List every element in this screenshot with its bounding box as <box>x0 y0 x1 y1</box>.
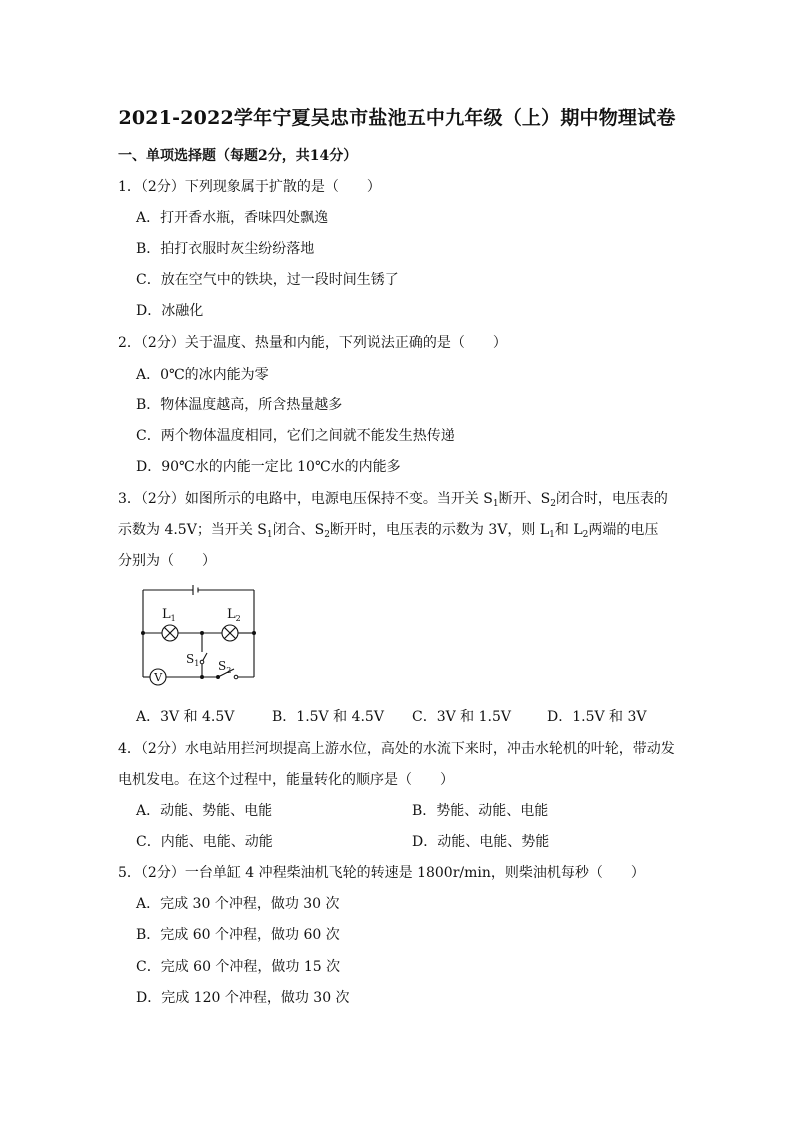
q2-stem: 2．（2分）关于温度、热量和内能，下列说法正确的是（ ） <box>118 335 507 351</box>
voltmeter-label: V <box>154 671 163 684</box>
q5-stem: 5．（2分）一台单缸 4 冲程柴油机飞轮的转速是 1800r/min，则柴油机每秒（ ） <box>118 865 645 881</box>
section-heading: 一、单项选择题（每题2分，共14分） <box>118 148 358 164</box>
q4-option-d: D．动能、电能、势能 <box>412 834 550 850</box>
q1-option-c: C．放在空气中的铁块，过一段时间生锈了 <box>136 272 399 288</box>
circuit-diagram <box>138 582 266 688</box>
q4-stem-line1: 4．（2分）水电站用拦河坝提高上游水位，高处的水流下来时，冲击水轮机的叶轮，带动发 <box>118 741 675 757</box>
q1-option-a: A．打开香水瓶，香味四处飘逸 <box>136 210 329 226</box>
q3-stem-line2: 示数为 4.5V；当开关 $S_1$闭合、$S_2$断开时，电压表的示数为 3V，则 $L_1$和 $L_2$两端的电压 <box>118 522 659 540</box>
q3-option-d: D．1.5V 和 3V <box>547 709 647 725</box>
q5-option-a: A．完成 30 个冲程，做功 30 次 <box>136 896 340 912</box>
lamp-l2-label: $L_2$ <box>227 607 241 623</box>
q2-option-d: D．90℃水的内能一定比 10℃水的内能多 <box>136 459 401 475</box>
q3-stem-line1: 3．（2分）如图所示的电路中，电源电压保持不变。当开关 $S_1$断开、$S_2$闭合时，电压表的 <box>118 491 668 509</box>
q1-option-b: B．拍打衣服时灰尘纷纷落地 <box>136 241 315 257</box>
switch-s2-label: $S_2$ <box>218 659 232 675</box>
q1-option-d: D．冰融化 <box>136 303 204 319</box>
q2-option-a: A．0℃的冰内能为零 <box>136 367 269 383</box>
q5-option-d: D．完成 120 个冲程，做功 30 次 <box>136 990 350 1006</box>
lamp-l1-label: $L_1$ <box>162 607 176 623</box>
q5-option-c: C．完成 60 个冲程，做功 15 次 <box>136 959 341 975</box>
q2-option-c: C．两个物体温度相同，它们之间就不能发生热传递 <box>136 428 455 444</box>
q3-option-c: C．3V 和 1.5V <box>412 709 512 725</box>
q4-stem-line2: 电机发电。在这个过程中，能量转化的顺序是（ ） <box>118 772 454 788</box>
q5-option-b: B．完成 60 个冲程，做功 60 次 <box>136 927 340 943</box>
q4-option-b: B．势能、动能、电能 <box>412 803 549 819</box>
q3-stem-line3: 分别为（ ） <box>118 553 216 569</box>
page-title: 2021-2022学年宁夏吴忠市盐池五中九年级（上）期中物理试卷 <box>118 107 676 129</box>
q2-option-b: B．物体温度越高，所含热量越多 <box>136 397 343 413</box>
q4-option-c: C．内能、电能、动能 <box>136 834 273 850</box>
q3-option-a: A．3V 和 4.5V <box>136 709 235 725</box>
switch-s1-label: $S_1$ <box>186 652 200 668</box>
q1-stem: 1．（2分）下列现象属于扩散的是（ ） <box>118 179 381 195</box>
q4-option-a: A．动能、势能、电能 <box>136 803 273 819</box>
q3-option-b: B．1.5V 和 4.5V <box>272 709 384 725</box>
